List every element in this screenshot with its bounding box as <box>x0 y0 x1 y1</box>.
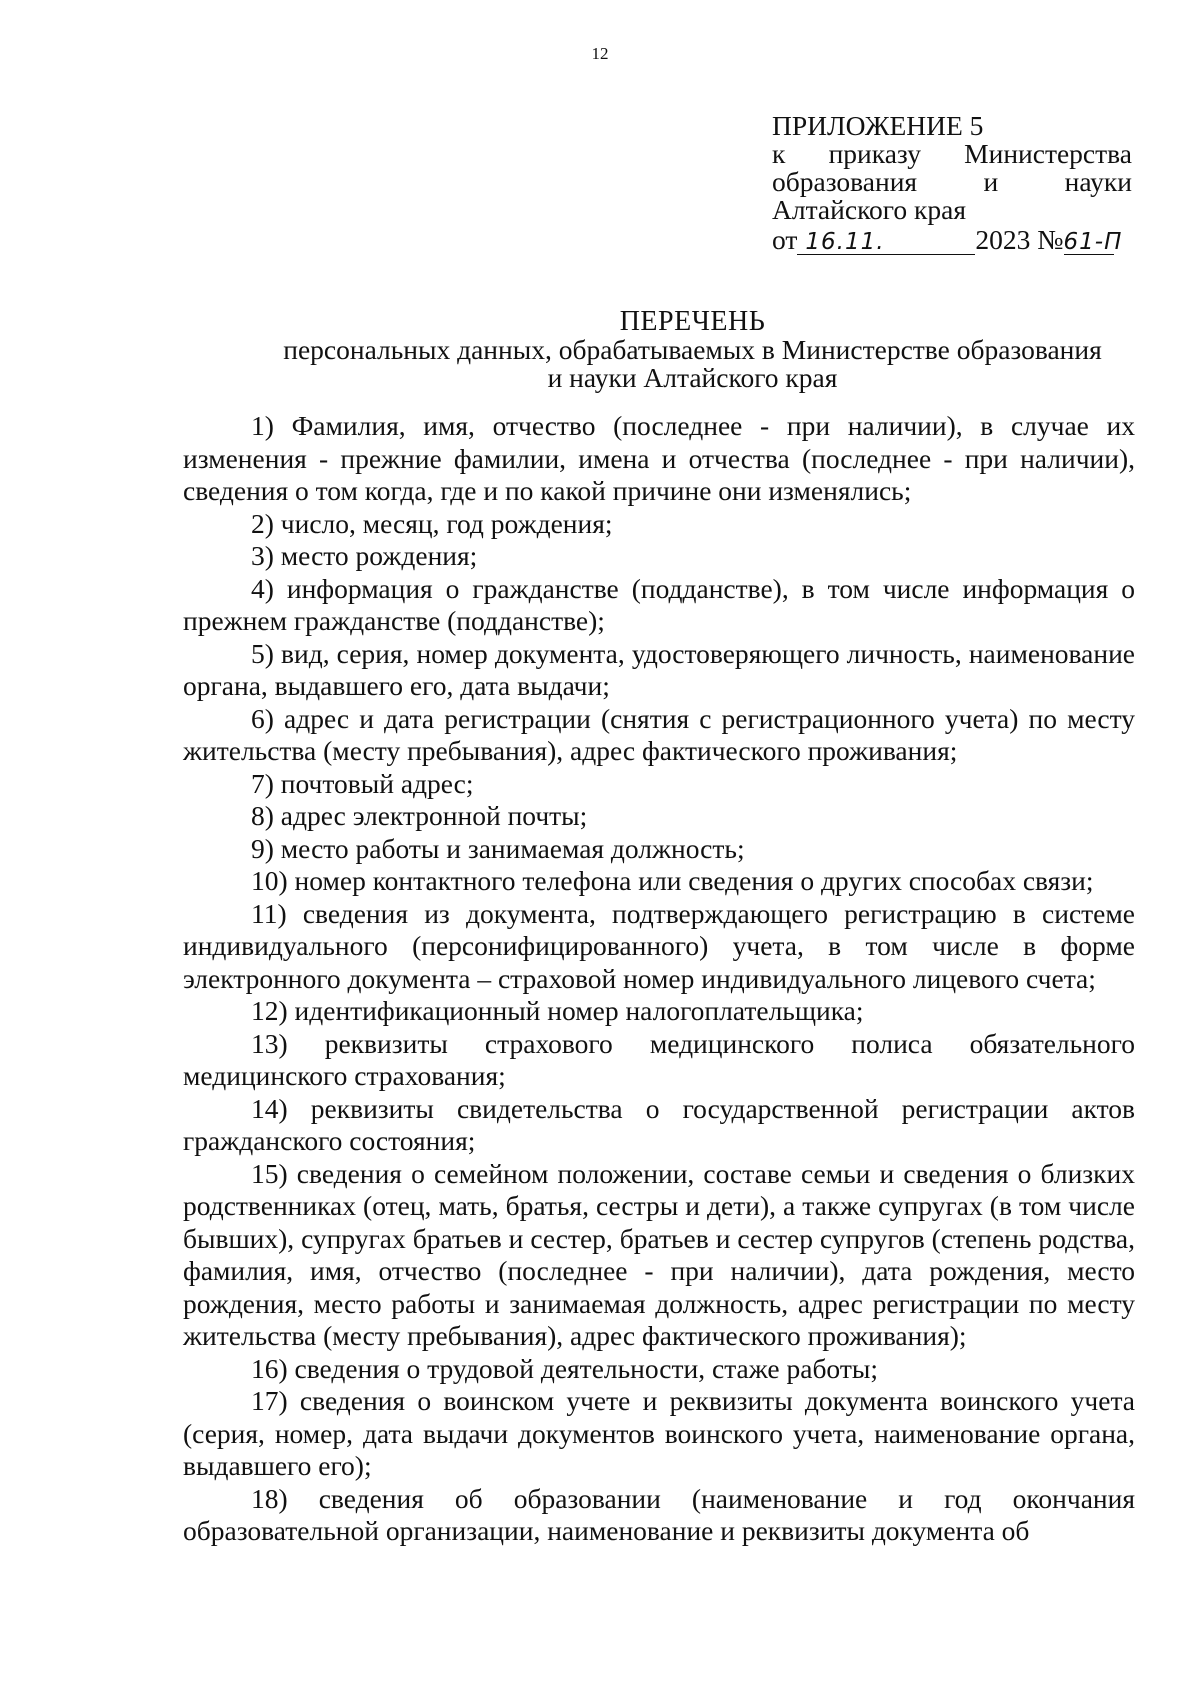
document-heading <box>0 308 1200 392</box>
heading-title: ПЕРЕЧЕНЬ <box>619 306 766 337</box>
list-item: 6) адрес и дата регистрации (снятия с регистрационного учета) по месту жительства (месту пребывания), адрес фактического проживания; <box>183 702 1135 766</box>
appendix-block <box>772 112 1132 255</box>
from-label: от <box>772 224 798 255</box>
page-number: 12 <box>591 44 609 63</box>
appendix-date-line <box>772 226 1132 255</box>
appendix-line-3: Алтайского края <box>772 194 966 225</box>
list-item: 2) число, месяц, год рождения; <box>251 507 613 539</box>
heading-subtitle-line-2: и науки Алтайского края <box>547 362 838 393</box>
year-label: 2023 № <box>975 224 1064 255</box>
list-item: 4) информация о гражданстве (подданстве), в том числе информация о прежнем гражданстве (подданстве); <box>183 572 1135 636</box>
list-item: 7) почтовый адрес; <box>251 767 474 799</box>
list-item: 8) адрес электронной почты; <box>251 800 588 831</box>
heading-subtitle-line-1: персональных данных, обрабатываемых в Министерстве образования <box>283 334 1102 365</box>
appendix-line-1: к приказу Министерства <box>772 138 1132 169</box>
list-item: 16) сведения о трудовой деятельности, стаже работы; <box>251 1352 878 1384</box>
list-item: 12) идентификационный номер налогоплательщика; <box>251 995 864 1026</box>
list-item: 11) сведения из документа, подтверждающего регистрацию в системе индивидуального (персонифицированного) учета, в том числе в форме электронного документа – страховой номер индивидуального лицевого счета; <box>183 897 1135 994</box>
appendix-line-2: образования и науки <box>772 166 1132 197</box>
list-item: 13) реквизиты страхового медицинского полиса обязательного медицинского страхования; <box>183 1027 1135 1091</box>
list-item: 5) вид, серия, номер документа, удостоверяющего личность, наименование органа, выдавшего его, дата выдачи; <box>183 637 1135 701</box>
list-item: 18) сведения об образовании (наименование и год окончания образовательной организации, наименование и реквизиты документа об <box>183 1482 1135 1546</box>
list-item: 14) реквизиты свидетельства о государственной регистрации актов гражданского состояния; <box>183 1092 1135 1156</box>
document-body <box>183 410 1135 1548</box>
appendix-title: ПРИЛОЖЕНИЕ 5 <box>772 110 984 141</box>
list-item: 15) сведения о семейном положении, составе семьи и сведения о близких родственниках (отец, мать, братья, сестры и дети), а также супругах (в том числе бывших), супругах братьев и сестер, братьев и сестер супругов (степень родства, фамилия, имя, отчество (последнее - при наличии), дата рождения, место рождения, место работы и занимаемая должность, адрес регистрации по месту жительства (месту пребывания), адрес фактического проживания); <box>183 1157 1135 1351</box>
list-item: 17) сведения о воинском учете и реквизиты документа воинского учета (серия, номер, дата выдачи документов воинского учета, наименование органа, выдавшего его); <box>183 1385 1135 1481</box>
handwritten-date: 16.11. <box>797 230 975 255</box>
list-item: 10) номер контактного телефона или сведения о других способах связи; <box>251 865 1094 896</box>
list-item: 3) место рождения; <box>251 540 478 571</box>
list-item: 9) место работы и занимаемая должность; <box>251 832 745 864</box>
list-item: 1) Фамилия, имя, отчество (последнее - при наличии), в случае их изменения - прежние фамилии, имена и отчества (последнее - при наличии), сведения о том когда, где и по какой причине они изменялись; <box>183 410 1135 506</box>
handwritten-number: 61-П <box>1063 229 1123 255</box>
